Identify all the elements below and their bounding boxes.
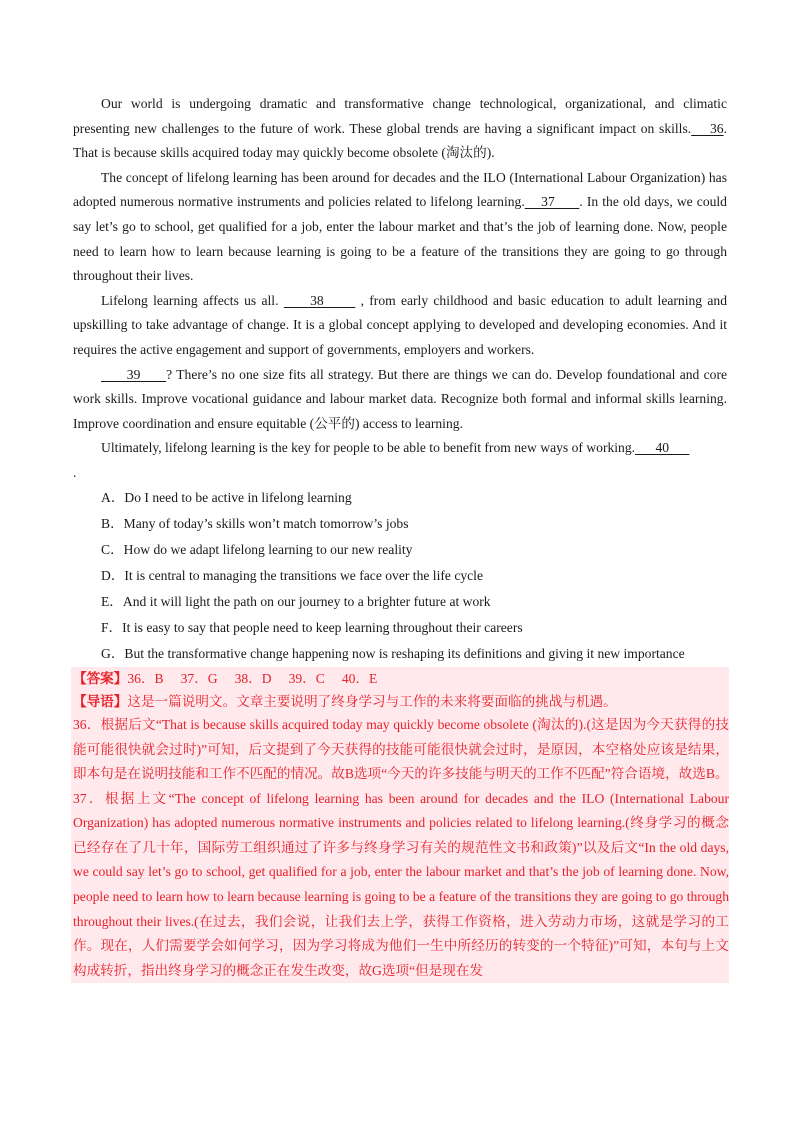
document-content bbox=[73, 92, 727, 983]
guide-label: 【导语】 bbox=[73, 693, 128, 709]
blank-38[interactable]: 38 bbox=[283, 292, 356, 308]
option-f[interactable]: F．It is easy to say that people need to keep learning throughout their careers bbox=[101, 619, 523, 635]
blank-37[interactable]: 37 bbox=[524, 194, 580, 210]
passage-paragraph-5: Ultimately, lifelong learning is the key for people to be able to benefit from new ways of working. 40 bbox=[101, 440, 690, 456]
trailing-dot: . bbox=[73, 464, 77, 480]
explanation-36: 36．根据后文“That is because skills acquired today may quickly become obsolete (淘汰的).(这是因为今天获得的技能可能很快就会过时)”可知，后文提到了今天获得的技能可能很快就会过时，是原因，本空格处应该是结果，即本句是在说明技能和工作不匹配的情况。故B选项“今天的许多技能与明天的工作不匹配”符合语境，故选B。 bbox=[73, 716, 729, 782]
option-d[interactable]: D．It is central to managing the transitions we face over the life cycle bbox=[101, 567, 483, 583]
blank-36[interactable]: 36 bbox=[691, 120, 724, 136]
option-c[interactable]: C．How do we adapt lifelong learning to our new reality bbox=[101, 541, 413, 557]
option-g[interactable]: G．But the transformative change happening now is reshaping its definitions and giving it new importance bbox=[101, 645, 685, 661]
option-b[interactable]: B．Many of today’s skills won’t match tomorrow’s jobs bbox=[101, 515, 409, 531]
blank-39[interactable]: 39 bbox=[101, 366, 167, 382]
passage-paragraph-3: Lifelong learning affects us all. 38 , from early childhood and basic education to adult learning and upskilling to take advantage of change. It is a global concept applying to developed and developing economies. And it requires the active engagement and support of governments, employers and workers. bbox=[73, 292, 727, 357]
passage-paragraph-4: 39 ? There’s no one size fits all strategy. But there are things we can do. Develop foundational and core work skills. Improve vocational guidance and labour market data. Recognize both formal and informal skills learning. Improve coordination and ensure equitable (公平的) access to learning. bbox=[73, 366, 728, 431]
answer-label: 【答案】 bbox=[73, 670, 128, 686]
option-e[interactable]: E．And it will light the path on our journey to a brighter future at work bbox=[101, 593, 491, 609]
explanation-37: 37．根据上文“The concept of lifelong learning has been around for decades and the ILO (International Labour Organization) has adopted numerous normative instruments and policies related to lifelong learning.(终身学习的概念已经存在了几十年，国际劳工组织通过了许多与终身学习有关的规范性文书和政策)”以及后文“In the old days, we could say let’s go to school, get qualified for a job, enter the labour market and that’s the job of learning done. Now, people need to learn how to learn because learning is going to be a feature of the transitions they are going to go through throughout their lives.(在过去，我们会说，让我们去上学，获得工作资格，进入劳动力市场，这就是学习的工作。现在，人们需要学会如何学习，因为学习将成为他们一生中所经历的转变的一个特征)”可知，本句与上文构成转折，指出终身学习的概念正在发生改变，故G选项“但是现在发 bbox=[73, 790, 729, 978]
answer-values: 36．B 37．G 38．D 39．C 40．E bbox=[127, 670, 378, 686]
answer-block bbox=[71, 667, 729, 984]
passage-paragraph-2: The concept of lifelong learning has been around for decades and the ILO (International Labour Organization) has adopted numerous normative instruments and policies related to lifelong learning. 37 . In the old days, we could say let’s go to school, get qualified for a job, enter the labour market and that’s the job of learning done. Now, people need to learn how to learn because learning is going to be a feature of the transitions they are going to go through throughout their lives. bbox=[73, 169, 727, 284]
passage-paragraph-1: Our world is undergoing dramatic and transformative change technological, organizational, and climatic presenting new challenges to the future of work. These global trends are having a significant impact on skills. 36. That is because skills acquired today may quickly become obsolete (淘汰的). bbox=[73, 96, 728, 161]
blank-40[interactable]: 40 bbox=[635, 440, 690, 456]
guide-text: 这是一篇说明文。文章主要说明了终身学习与工作的未来将要面临的挑战与机遇。 bbox=[127, 693, 617, 709]
answer-line bbox=[73, 667, 729, 690]
guide-line bbox=[73, 690, 729, 713]
option-a[interactable]: A．Do I need to be active in lifelong learning bbox=[101, 489, 352, 505]
options-list bbox=[73, 485, 727, 667]
